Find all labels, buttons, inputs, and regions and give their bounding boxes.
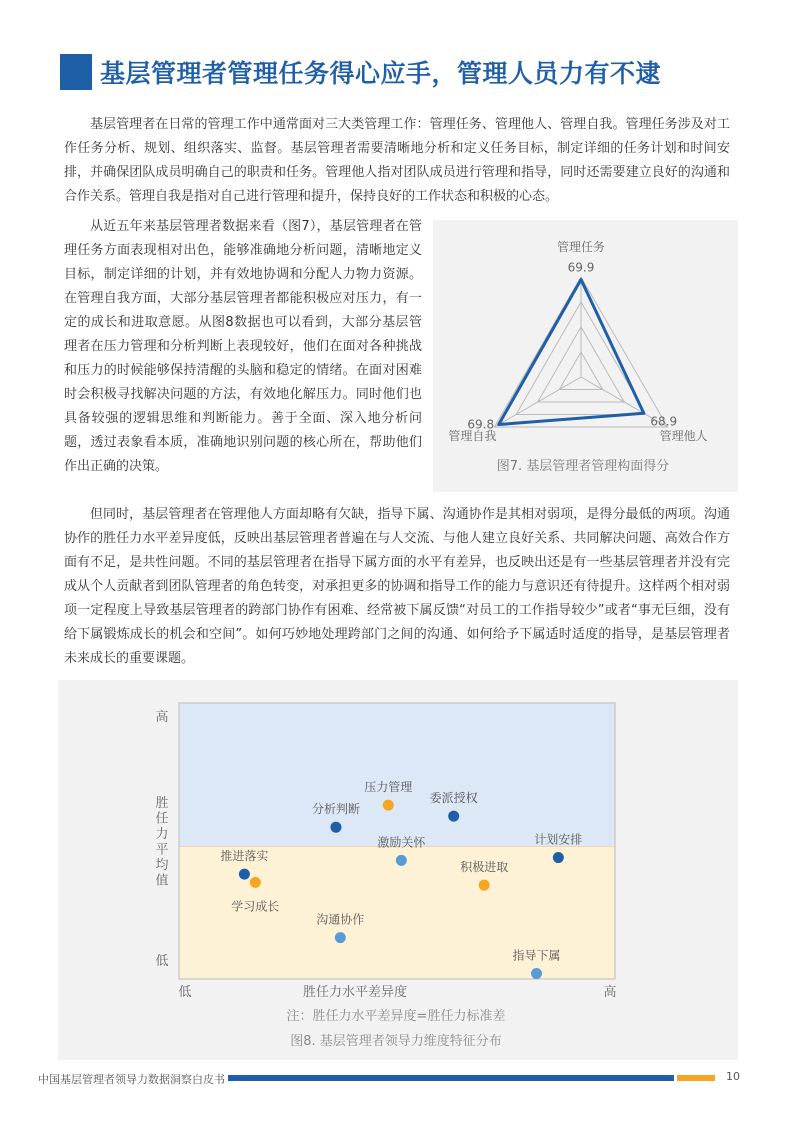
title-accent-block <box>60 54 92 90</box>
scatter-point <box>448 811 459 822</box>
scatter-point <box>531 968 542 979</box>
radar-value-label: 68.9 <box>650 414 678 429</box>
quadrant-upper-zone <box>179 703 615 850</box>
scatter-point-label: 沟通协作 <box>316 912 365 927</box>
radar-caption: 图7. 基层管理者管理构面得分 <box>496 459 670 474</box>
quadrant-chart-panel <box>58 680 738 1060</box>
y-axis-label-char: 均 <box>155 858 169 873</box>
scatter-point <box>383 800 394 811</box>
footer-title: 中国基层管理者领导力数据洞察白皮书 <box>38 1073 225 1086</box>
radar-chart <box>433 220 738 492</box>
y-tick-label: 高 <box>155 710 169 725</box>
y-axis-label-char: 任 <box>155 811 169 827</box>
scatter-point-label: 积极进取 <box>460 860 509 875</box>
paragraph-intro: 基层管理者在日常的管理工作中通常面对三大类管理工作：管理任务、管理他人、管理自我。管理任务涉及对工作任务分析、规划、组织落实、监督。基层管理者需要清晰地分析和定义任务目标，制定详细的任务计划和时间安排，并确保团队成员明确自己的职责和任务。管理他人指对团队成员进行管理和指导，同时还需要建立良好的沟通和合作关系。管理自我是指对自己进行管理和提升，保持良好的工作状态和积极的心态。 <box>64 117 730 204</box>
scatter-point-label: 计划安排 <box>534 832 583 847</box>
radar-value-label: 69.8 <box>467 417 495 432</box>
paragraph-weakness: 但同时，基层管理者在管理他人方面却略有欠缺，指导下属、沟通协作是其相对弱项，是得分最低的两项。沟通协作的胜任力水平差异度低，反映出基层管理者普遍在与人交流、与他人建立良好关系、共同解决问题、高效合作方面有不足，是共性问题。不同的基层管理者在指导下属方面的水平有差异，也反映出还是有一些基层管理者并没有完成从个人贡献者到团队管理者的角色转变，对承担更多的协调和指导工作的能力与意识还有待提升。这样两个相对弱项一定程度上导致基层管理者的跨部门协作有困难、经常被下属反馈“对员工的工作指导较少”或者“事无巨细，没有给下属锻炼成长的机会和空间”。如何巧妙地处理跨部门之间的沟通、如何给予下属适时适度的指导，是基层管理者未来成长的重要课题。 <box>64 507 730 666</box>
page-number: 10 <box>726 1070 740 1083</box>
scatter-point <box>330 822 341 833</box>
section-title <box>60 52 661 92</box>
radar-axis-label: 管理他人 <box>659 429 708 443</box>
radar-series-polygon <box>499 280 644 425</box>
x-tick-label: 低 <box>178 985 192 1000</box>
quadrant-caption: 图8. 基层管理者领导力维度特征分布 <box>290 1034 502 1049</box>
scatter-point-label: 推进落实 <box>220 849 269 864</box>
scatter-point <box>553 852 564 863</box>
scatter-point <box>479 880 490 891</box>
y-axis-label-char: 胜 <box>155 796 169 811</box>
scatter-point <box>335 932 346 943</box>
scatter-point-label: 指导下属 <box>512 948 561 963</box>
quadrant-chart <box>58 680 738 1060</box>
scatter-point <box>396 855 407 866</box>
y-axis-label-char: 值 <box>155 873 169 889</box>
footer-bar-orange <box>677 1075 715 1081</box>
scatter-point-label: 委派授权 <box>429 791 478 806</box>
scatter-point-label: 激励关怀 <box>377 835 426 850</box>
scatter-point-label: 压力管理 <box>364 780 413 795</box>
x-axis-label: 胜任力水平差异度 <box>302 985 408 1000</box>
radar-value-label: 69.9 <box>567 260 595 275</box>
radar-axis-label: 管理任务 <box>556 240 606 254</box>
scatter-point <box>239 869 250 880</box>
y-tick-label: 低 <box>155 954 169 969</box>
radar-axis-label: 管理自我 <box>448 429 497 443</box>
y-axis-label-char: 平 <box>155 842 169 858</box>
scatter-point <box>250 877 261 888</box>
scatter-point-label: 学习成长 <box>231 899 280 914</box>
page-title: 基层管理者管理任务得心应手，管理人员力有不逮 <box>100 59 662 88</box>
x-tick-label: 高 <box>603 985 617 1000</box>
scatter-point-label: 分析判断 <box>311 802 360 817</box>
y-axis-label-char: 力 <box>155 827 169 842</box>
radar-chart-panel <box>433 220 738 492</box>
chart-note: 注：胜任力水平差异度=胜任力标准差 <box>286 1009 506 1024</box>
paragraph-analysis: 从近五年来基层管理者数据来看（图7），基层管理者在管理任务方面表现相对出色，能够准确地分析问题，清晰地定义目标，制定详细的计划，并有效地协调和分配人力物力资源。在管理自我方面，大部分基层管理者都能积极应对压力，有一定的成长和进取意愿。从图8数据也可以看到，大部分基层管理者在压力管理和分析判断上表现较好，他们在面对各种挑战和压力的时候能够保持清醒的头脑和稳定的情绪。在面对困难时会积极寻找解决问题的方法，有效地化解压力。同时他们也具备较强的逻辑思维和判断能力。善于全面、深入地分析问题，透过表象看本质，准确地识别问题的核心所在，帮助他们作出正确的决策。 <box>64 219 422 474</box>
footer-bar-blue <box>228 1075 674 1081</box>
